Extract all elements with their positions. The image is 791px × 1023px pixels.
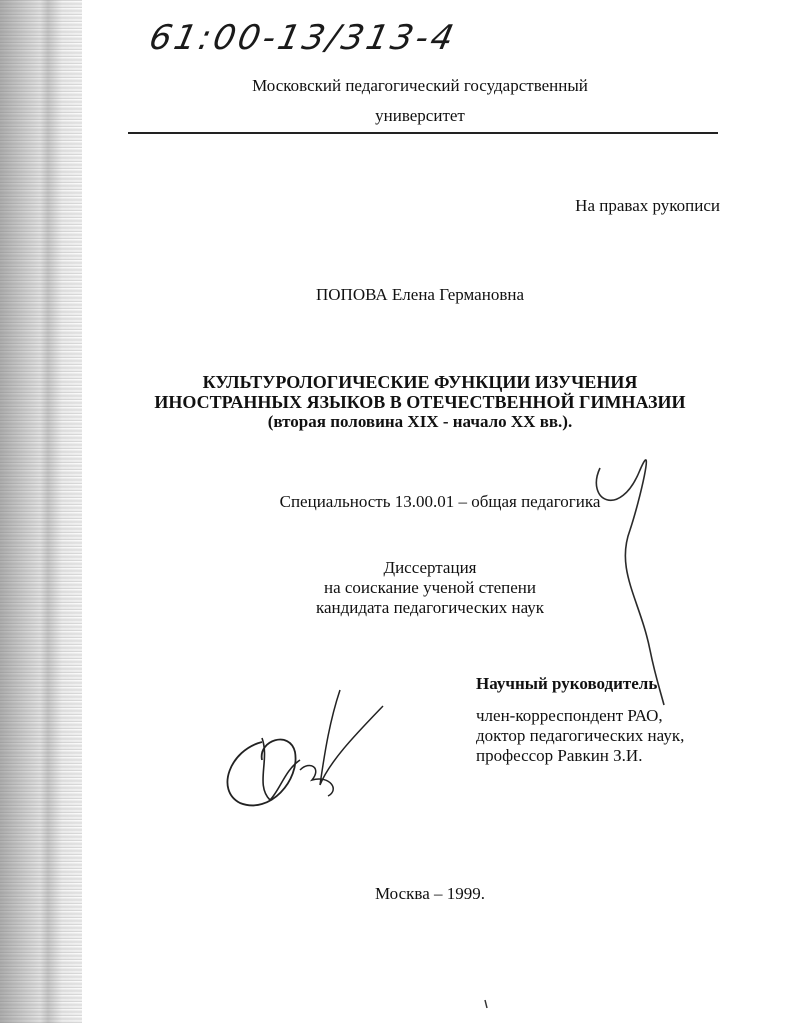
dissertation-line-1: Диссертация [383, 558, 477, 577]
supervisor-title: Научный руководитель [476, 674, 658, 693]
manuscript-rights: На правах рукописи [575, 196, 720, 215]
specialty: Специальность 13.00.01 – общая педагогика [279, 492, 601, 511]
margin-stroke [596, 460, 664, 705]
stray-mark [485, 1000, 487, 1008]
supervisor-line-3: профессор Равкин З.И. [476, 746, 643, 765]
dissertation-line-2: на соискание ученой степени [323, 578, 537, 597]
supervisor-line-1: член-корреспондент РАО, [476, 706, 663, 725]
dissertation-line-3: кандидата педагогических наук [315, 598, 545, 617]
title-line-1: КУЛЬТУРОЛОГИЧЕСКИЕ ФУНКЦИИ ИЗУЧЕНИЯ [202, 372, 638, 392]
institution-line-1: Московский педагогический государственный [252, 76, 588, 95]
city-year: Москва – 1999. [374, 884, 486, 903]
supervisor-line-2: доктор педагогических наук, [476, 726, 685, 745]
author-name: ПОПОВА Елена Германовна [316, 285, 524, 304]
title-line-2: ИНОСТРАННЫХ ЯЗЫКОВ В ОТЕЧЕСТВЕННОЙ ГИМНАЗИИ [154, 392, 686, 412]
signature [227, 690, 383, 805]
institution-line-2: университет [375, 106, 465, 125]
archive-mark: 61:00-13/313-4 [145, 18, 461, 58]
title-line-3: (вторая половина XIX - начало XX вв.). [267, 412, 573, 431]
